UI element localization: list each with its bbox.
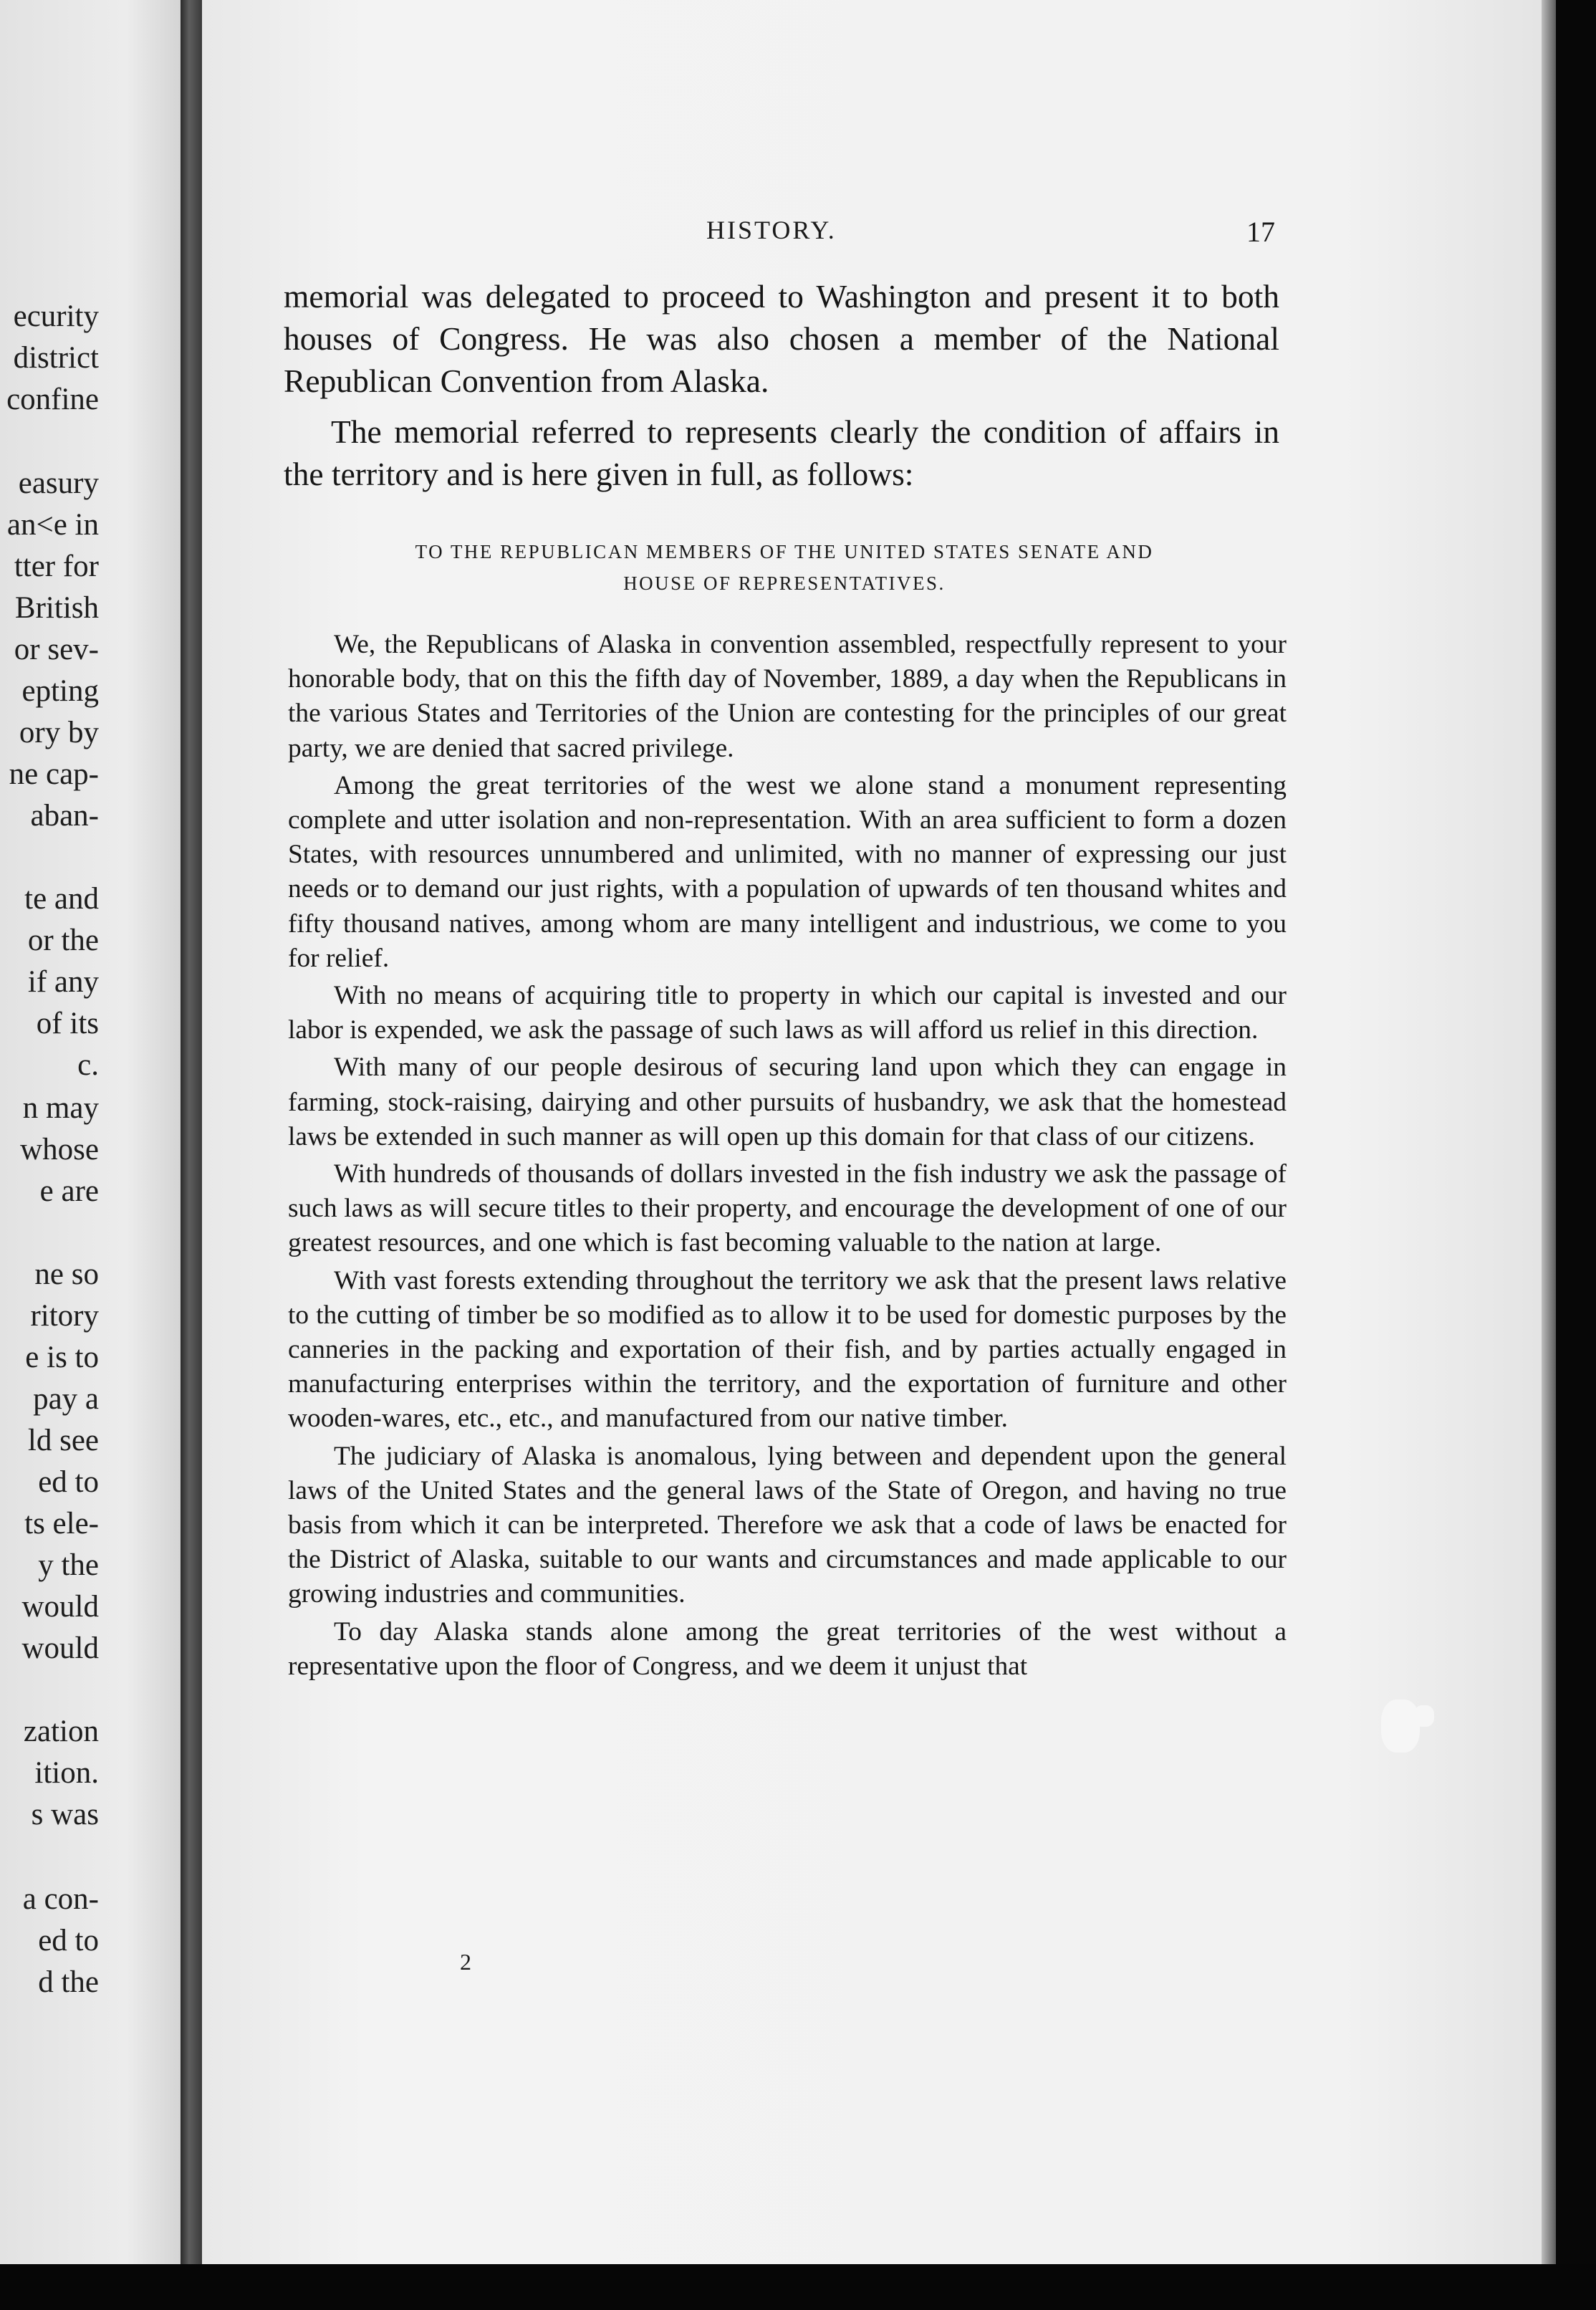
- address-line-1: TO THE REPUBLICAN MEMBERS OF THE UNITED STATES SENATE AND: [415, 541, 1154, 562]
- left-page-line: ne so: [34, 1257, 99, 1291]
- left-page-line: tter for: [14, 550, 99, 583]
- left-page-line: ory by: [19, 716, 99, 749]
- memorial-paragraph: Among the great territories of the west we alone stand a monument representing complete and utter isolation and non-representation. With an area sufficient to form a dozen States, with resources unnumbered and unlimited, with no manner of expressing our just needs or to demand our just rights, with a population of upwards of ten thousand whites and fifty thousand natives, among whom are many intelligent and industrious, we come to you for relief.: [288, 770, 1287, 973]
- memorial-paragraph: We, the Republicans of Alaska in convention assembled, respectfully represent to your honorable body, that on this the fifth day of November, 1889, a day when the Republicans in the various States and Territories of the Union are contesting for the principles of our great party, we are denied that sacred privilege.: [288, 630, 1287, 763]
- left-page-line: d the: [38, 1965, 99, 1999]
- left-page-line: y the: [38, 1548, 99, 1582]
- left-page-line: pay a: [33, 1382, 99, 1416]
- lead-paragraph: memorial was delegated to proceed to Washington and present it to both houses of Congress. He was also chosen a member of the National Republican Convention from Alaska.: [284, 278, 1279, 399]
- left-page-line: of its: [36, 1007, 99, 1040]
- paper-speck: [1381, 1700, 1420, 1753]
- left-page-line: n may: [22, 1091, 99, 1125]
- left-page-line: c.: [77, 1048, 99, 1082]
- left-page-line: ition.: [34, 1756, 99, 1790]
- left-page-line: ts ele-: [24, 1507, 99, 1540]
- paper-speck: [1414, 1705, 1434, 1727]
- left-page-line: e is to: [25, 1341, 99, 1374]
- running-head: HISTORY.: [706, 216, 837, 244]
- memorial-paragraph: With vast forests extending throughout the territory we ask that the present laws relative to the cutting of timber be so modified as to allow it to be used for domestic purposes by the canneries in the packing and exportation of their fish, and by parties actually engaged in manufacturing enterprises within the territory, and the exportation of furniture and other wooden-wares, etc., etc., and manufactured from our native timber.: [288, 1265, 1287, 1434]
- left-page-line: British: [14, 591, 99, 625]
- scan-border: [0, 2264, 1596, 2310]
- left-page-line: confine: [6, 383, 99, 416]
- signature-mark: 2: [460, 1949, 471, 1975]
- left-page-line: s was: [31, 1798, 99, 1831]
- left-page-line: epting: [21, 674, 99, 708]
- left-page-line: ritory: [30, 1299, 99, 1333]
- left-page-line: aban-: [30, 799, 99, 833]
- address-line-2: HOUSE OF REPRESENTATIVES.: [623, 572, 946, 594]
- memorial-paragraph: The judiciary of Alaska is anomalous, lying between and dependent upon the general laws of the United States and the general laws of the State of Oregon, and having no true basis from which it can be interpreted. Therefore we ask that a code of laws be enacted for the District of Alaska, suitable to our wants and circumstances and made applicable to our growing industries and communities.: [288, 1441, 1287, 1609]
- lead-text: [284, 275, 1279, 495]
- memorial-address-heading: [308, 536, 1261, 599]
- left-page-line: ld see: [27, 1424, 99, 1457]
- left-page-line: district: [13, 341, 99, 375]
- left-page-line: te and: [24, 882, 99, 916]
- binding-gutter: [181, 0, 202, 2310]
- memorial-paragraph: With hundreds of thousands of dollars invested in the fish industry we ask the passage of such laws as will secure titles to their property, and encourage the development of one of our greatest resources, and one which is fast becoming valuable to the nation at large.: [288, 1159, 1287, 1258]
- memorial-paragraph: To day Alaska stands alone among the great territories of the west without a representative upon the floor of Congress, and we deem it unjust that: [288, 1616, 1287, 1681]
- left-page-line: ed to: [38, 1924, 99, 1957]
- left-page-line: a con-: [22, 1882, 99, 1916]
- page-number: 17: [1246, 216, 1275, 248]
- left-page-line: ed to: [38, 1465, 99, 1499]
- left-page-line: zation: [23, 1715, 99, 1748]
- left-page-line: ne cap-: [9, 757, 99, 791]
- page-edge: [1542, 0, 1556, 2310]
- left-page-fragment: [0, 0, 181, 2310]
- left-page-line: would: [21, 1631, 99, 1665]
- memorial-paragraph: With many of our people desirous of securing land upon which they can engage in farming, stock-raising, dairying and other pursuits of husbandry, we ask that the homestead laws be extended in such manner as will open up this domain for that class of our citizens.: [288, 1053, 1287, 1151]
- lead-paragraph: The memorial referred to represents clearly the condition of affairs in the territory and is here given in full, as follows:: [284, 413, 1279, 492]
- left-page-line: or sev-: [14, 633, 99, 666]
- left-page-line: ecurity: [13, 299, 99, 333]
- memorial-paragraph: With no means of acquiring title to property in which our capital is invested and our labor is expended, we ask the passage of such laws as will afford us relief in this direction.: [288, 981, 1287, 1045]
- left-page-line: whose: [20, 1133, 99, 1166]
- left-page-line: or the: [27, 924, 99, 957]
- left-page-line: if any: [27, 965, 99, 999]
- left-page-line: an<e in: [6, 508, 99, 542]
- memorial-body: [288, 628, 1287, 1687]
- left-page-line: easury: [18, 466, 99, 500]
- left-page-line: e are: [39, 1174, 99, 1208]
- left-page-line: would: [21, 1590, 99, 1624]
